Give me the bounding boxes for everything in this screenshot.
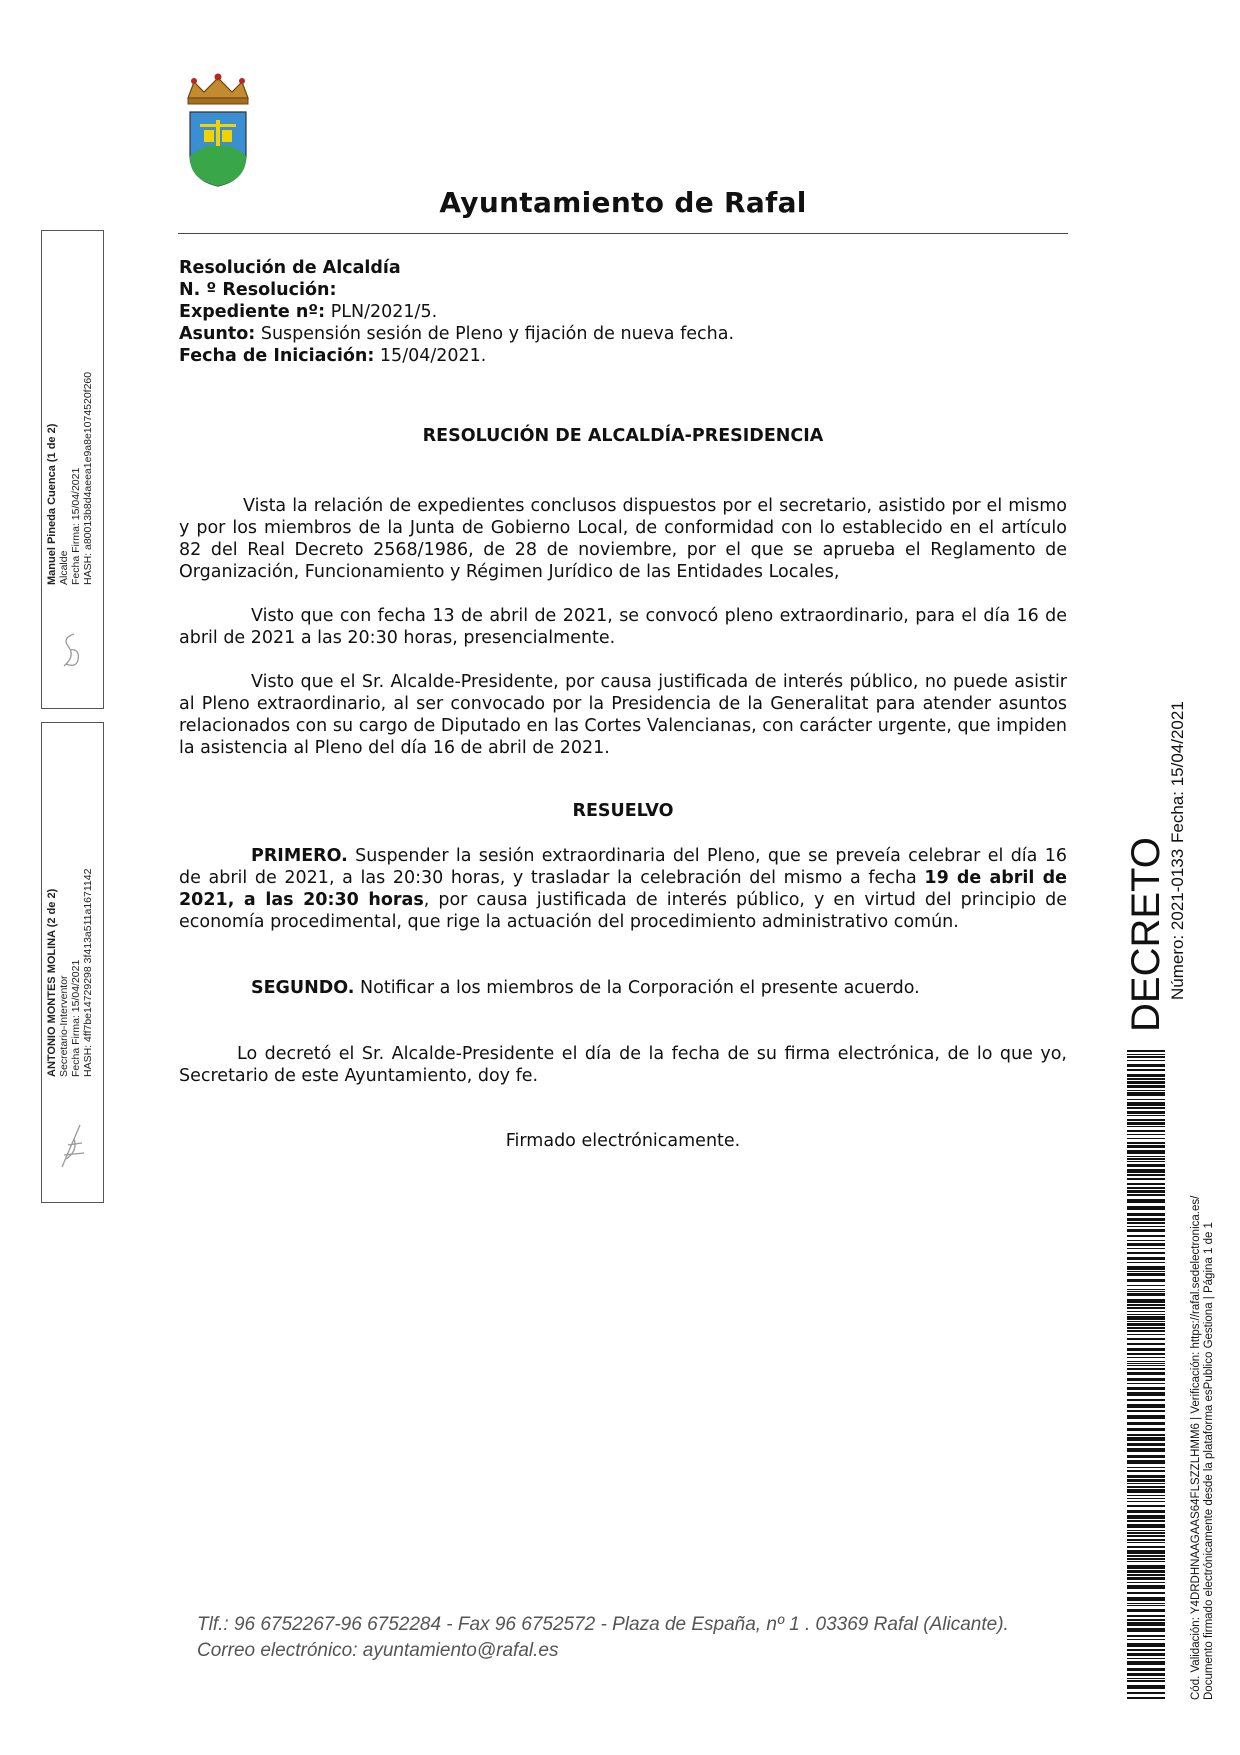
footer-address: Tlf.: 96 6752267-96 6752284 - Fax 96 6752572 - Plaza de España, nº 1 . 03369 Rafal (Alicante).	[197, 1614, 1009, 1635]
barcode-icon	[1127, 1050, 1165, 1700]
first-text: Suspender la sesión extraordinaria del Pleno, que se preveía celebrar el día 16 de abril de 2021, a las 20:30 horas, y trasladar la celebración del mismo a fecha	[179, 846, 1067, 888]
footer-email: Correo electrónico: ayuntamiento@rafal.es	[197, 1640, 559, 1661]
paragraph-justification: Visto que el Sr. Alcalde-Presidente, por causa justificada de interés público, no puede asistir al Pleno extraordinario, al ser convocado por la Presidencia de la Generalitat para atender asuntos relacionados con su cargo de Diputado en las Cortes Valencianas, con carácter urgente, que impiden la asistencia al Pleno del día 16 de abril de 2021.	[179, 672, 1067, 758]
first-text-end: , por causa justificada de interés público, y en virtud del principio de economía procedimental, que rige la actuación del procedimiento administrativo común.	[179, 890, 1067, 932]
page-title: Ayuntamiento de Rafal	[439, 186, 807, 219]
signer-role: Secretario-Interventor	[58, 975, 70, 1077]
signature-hash: HASH: 4ff7be14729298 3f413a511a1671142	[82, 868, 94, 1077]
signature-box-mayor	[41, 230, 104, 709]
second-text: Notificar a los miembros de la Corporación el presente acuerdo.	[360, 978, 920, 998]
file-value: PLN/2021/5.	[330, 302, 438, 322]
file-label: Expediente nº:	[179, 302, 326, 322]
paragraph-second	[179, 977, 1067, 999]
signature-date: Fecha Firma: 15/04/2021	[70, 959, 82, 1077]
stamp-date: Fecha: 15/04/2021	[1168, 701, 1187, 843]
stamp-decreto: DECRETO	[1124, 837, 1168, 1032]
signer-name: Manuel Pineda Cuenca (1 de 2)	[46, 423, 58, 585]
resolve-heading: RESUELVO	[572, 801, 674, 821]
verification-line: Documento firmado electrónicamente desde la plataforma esPublico Gestiona | Página 1 de 1	[1203, 1222, 1215, 1700]
paragraph-closing: Lo decretó el Sr. Alcalde-Presidente el día de la fecha de su firma electrónica, de lo que yo, Secretario de este Ayuntamiento, doy fe.	[179, 1044, 1067, 1086]
first-label: PRIMERO.	[251, 846, 348, 866]
header-divider	[178, 233, 1068, 234]
signature-text-mayor	[46, 372, 94, 585]
first-new-date: 19 de abril de 2021, a las 20:30 horas	[179, 868, 1067, 910]
paragraph-convocation: Visto que con fecha 13 de abril de 2021, se convocó pleno extraordinario, para el día 16 de abril de 2021 a las 20:30 horas, presencialmente.	[179, 606, 1067, 648]
validation-text	[1190, 1196, 1216, 1700]
signed-electronically: Firmado electrónicamente.	[505, 1131, 741, 1151]
subject-label: Asunto:	[179, 324, 256, 344]
start-date-label: Fecha de Iniciación:	[179, 346, 375, 366]
signer-role: Alcalde	[58, 550, 70, 585]
footer-contact	[197, 1612, 1009, 1664]
signature-mark-icon	[56, 626, 88, 676]
resolution-label: Resolución de Alcaldía	[179, 258, 401, 278]
stamp-number: Número: 2021-0133	[1168, 848, 1187, 1000]
paragraph-recitals: Vista la relación de expedientes conclusos dispuestos por el secretario, asistido por el mismo y por los miembros de la Junta de Gobierno Local, de conformidad con lo establecido en el artículo 82 del Real Decreto 2568/1986, de 28 de noviembre, por el que se aprueba el Reglamento de Organización, Funcionamiento y Régimen Jurídico de las Entidades Locales,	[179, 496, 1067, 582]
signature-box-secretary	[41, 722, 104, 1203]
resolution-metadata	[179, 257, 734, 367]
signature-date: Fecha Firma: 15/04/2021	[70, 467, 82, 585]
signature-hash: HASH: a80013b8d4aeea1e9a8e1074520f260	[82, 371, 94, 585]
signer-name: ANTONIO MONTES MOLINA (2 de 2)	[46, 888, 58, 1077]
signature-mark-icon	[56, 1115, 88, 1177]
validation-line: Cód. Validación: Y4DRDHNAAGAAS64FLSZZLHMM6 | Verificación: https://rafal.sedelectronica.es/	[1190, 1195, 1202, 1700]
resolution-number-label: N. º Resolución:	[179, 280, 337, 300]
second-label: SEGUNDO.	[251, 978, 355, 998]
subject-value: Suspensión sesión de Pleno y fijación de nueva fecha.	[260, 324, 735, 344]
coat-of-arms-icon	[178, 72, 258, 190]
section-heading: RESOLUCIÓN DE ALCALDÍA-PRESIDENCIA	[422, 426, 824, 446]
paragraph-first	[179, 845, 1067, 933]
signature-text-secretary	[46, 869, 94, 1077]
start-date-value: 15/04/2021.	[379, 346, 487, 366]
